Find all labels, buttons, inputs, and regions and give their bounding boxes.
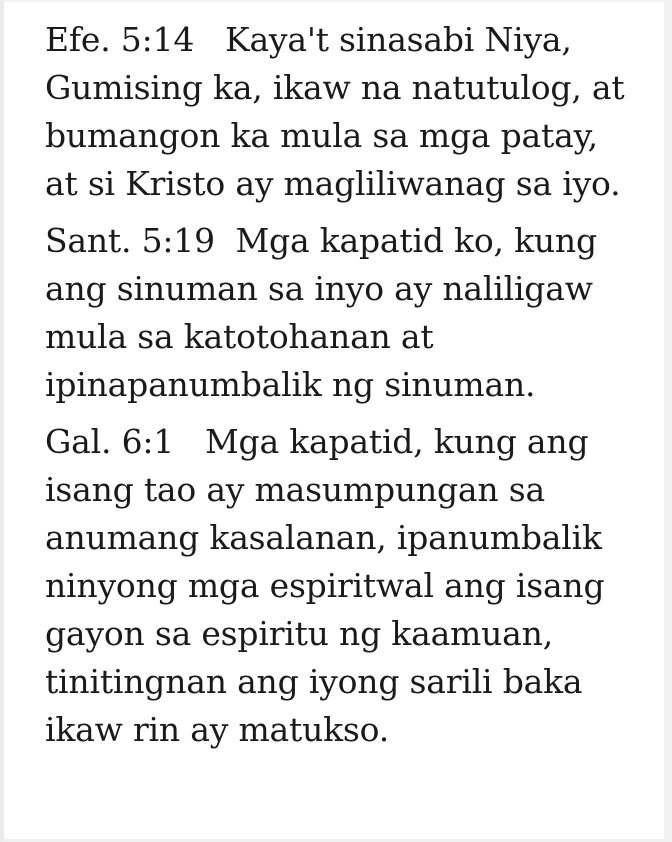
text-line: Sant. 5:19 Mga kapatid ko, kung xyxy=(45,221,597,260)
text-line: tinitingnan ang iyong sarili baka xyxy=(45,662,583,701)
text-line: isang tao ay masumpungan sa xyxy=(45,470,545,509)
text-line: Gal. 6:1 Mga kapatid, kung ang xyxy=(45,422,589,461)
text-line: ang sinuman sa inyo ay naliligaw xyxy=(45,269,593,308)
text-line: anumang kasalanan, ipanumbalik xyxy=(45,518,602,557)
text-line: Gumising ka, ikaw na natutulog, at xyxy=(45,68,625,107)
text-line: ikaw rin ay matukso. xyxy=(45,710,390,749)
text-line: bumangon ka mula sa mga patay, xyxy=(45,116,598,155)
text-line: ipinapanumbalik ng sinuman. xyxy=(45,365,536,404)
verse-paragraph-gal-6-1 xyxy=(45,418,658,754)
text-line: at si Kristo ay magliliwanag sa iyo. xyxy=(45,164,621,203)
verse-paragraph-sant-5-19 xyxy=(45,217,658,409)
text-line: mula sa katotohanan at xyxy=(45,317,434,356)
verse-paragraph-efe-5-14 xyxy=(45,16,658,208)
text-line: ninyong mga espiritwal ang isang xyxy=(45,566,605,605)
text-line: Efe. 5:14 Kaya't sinasabi Niya, xyxy=(45,20,572,59)
text-line: gayon sa espiritu ng kaamuan, xyxy=(45,614,554,653)
